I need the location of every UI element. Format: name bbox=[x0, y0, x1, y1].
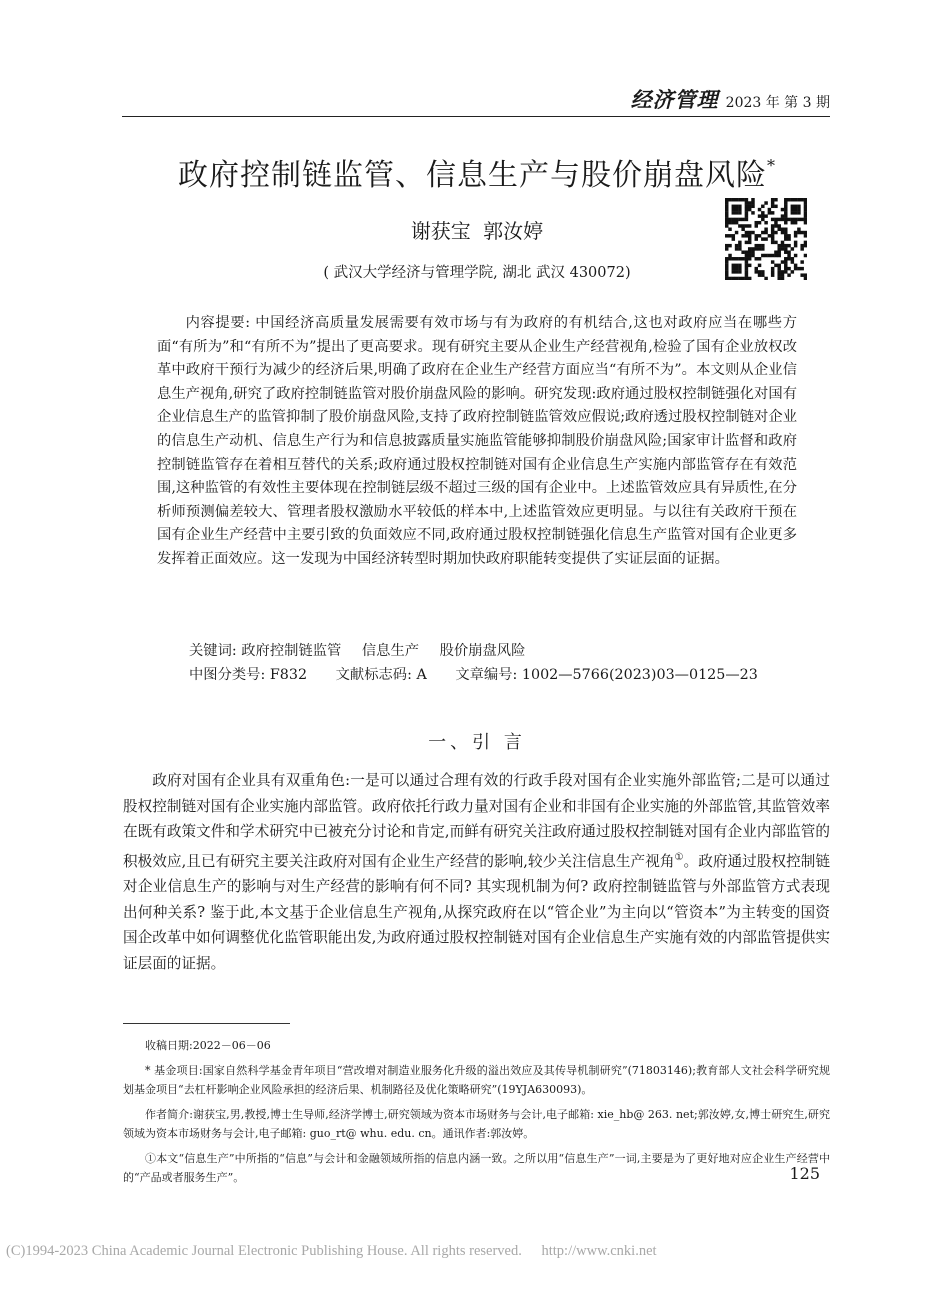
keywords-line bbox=[189, 640, 525, 660]
fund-note: * 基金项目:国家自然科学基金青年项目“营改增对制造业服务化升级的溢出效应及其传导机制研究”(71803146);教育部人文社会科学研究规划基金项目“去杠杆影响企业风险承担的经济后果、机制路径及优化策略研究”(19YJA630093)。 bbox=[123, 1064, 830, 1096]
author-note: 作者简介:谢获宝,男,教授,博士生导师,经济学博士,研究领域为资本市场财务与会计,电子邮箱: xie_hb@ 263. net;郭汝婷,女,博士研究生,研究领域为资本市场财务与会计,电子邮箱: guo_rt@ whu. edu. cn。通讯作者:郭汝婷。 bbox=[123, 1108, 830, 1140]
footnotes bbox=[123, 1036, 830, 1187]
page-number: 125 bbox=[789, 1164, 820, 1183]
journal-logo: 经济管理 bbox=[630, 88, 719, 112]
keyword: 信息生产 bbox=[361, 643, 420, 659]
running-header bbox=[610, 84, 830, 114]
affiliation: ( 武汉大学经济与管理学院, 湖北 武汉 430072) bbox=[323, 265, 631, 281]
copyright-text: (C)1994-2023 China Academic Journal Electronic Publishing House. All rights reserved. bbox=[6, 1243, 522, 1259]
header-rule bbox=[122, 116, 830, 117]
keyword: 股价崩盘风险 bbox=[439, 643, 526, 659]
issue-label: 2023 年 第 3 期 bbox=[725, 95, 830, 111]
body-text bbox=[123, 768, 830, 977]
document-code: 文献标志码: A bbox=[335, 667, 427, 683]
cnki-link[interactable]: http://www.cnki.net bbox=[541, 1243, 657, 1259]
section-heading: 一、引 言 bbox=[428, 732, 526, 753]
abstract bbox=[157, 312, 797, 572]
copyright-line bbox=[6, 1243, 657, 1260]
title-footnote-mark: * bbox=[767, 156, 776, 175]
authors: 谢获宝 郭汝婷 bbox=[410, 219, 544, 243]
keywords-label: 关键词: bbox=[189, 643, 237, 659]
classification-line bbox=[189, 664, 758, 684]
abstract-text: 内容提要: 中国经济高质量发展需要有效市场与有为政府的有机结合,这也对政府应当在哪些方面“有所为”和“有所不为”提出了更高要求。现有研究主要从企业生产经营视角,检验了国有企业放权改革中政府干预行为减少的经济后果,明确了政府在企业生产经营方面应当“有所不为”。本文则从企业信息生产视角,研究了政府控制链监管对股价崩盘风险的影响。研究发现:政府通过股权控制链强化对国有企业信息生产的监管抑制了股价崩盘风险,支持了政府控制链监管效应假说;政府透过股权控制链对企业的信息生产动机、信息生产行为和信息披露质量实施监管能够抑制股价崩盘风险;国家审计监督和政府控制链监管存在着相互替代的关系;政府通过股权控制链对国有企业信息生产实施内部监管存在有效范围,这种监管的有效性主要体现在控制链层级不超过三级的国有企业中。上述监管效应具有异质性,在分析师预测偏差较大、管理者股权激励水平较低的样本中,上述监管效应更明显。与以往有关政府干预在国有企业生产经营中主要引致的负面效应不同,政府通过股权控制链强化信息生产监管对国有企业更多发挥着正面效应。这一发现为中国经济转型时期加快政府职能转变提供了实证层面的证据。 bbox=[157, 315, 797, 567]
article-number: 文章编号: 1002—5766(2023)03—0125—23 bbox=[455, 667, 758, 683]
footnote-ref[interactable]: ① bbox=[674, 851, 684, 863]
paper-title: 政府控制链监管、信息生产与股价崩盘风险* bbox=[178, 156, 776, 193]
clc-number: 中图分类号: F832 bbox=[189, 667, 308, 683]
body-paragraph: 政府对国有企业具有双重角色:一是可以通过合理有效的行政手段对国有企业实施外部监管;二是可以通过股权控制链对国有企业实施内部监管。政府依托行政力量对国有企业和非国有企业实施的外部监管,其监管效率在既有政策文件和学术研究中已被充分讨论和肯定,而鲜有研究关注政府通过股权控制链对国有企业内部监管的积极效应,且已有研究主要关注政府对国有企业生产经营的影响,较少关注信息生产视角①。政府通过股权控制链对企业信息生产的影响与对生产经营的影响有何不同? 其实现机制为何? 政府控制链监管与外部监管方式表现出何种关系? 鉴于此,本文基于企业信息生产视角,从探究政府在以“管企业”为主向以“管资本”为主转变的国资国企改革中如何调整优化监管职能出发,为政府通过股权控制链对国有企业信息生产实施有效的内部监管提供实证层面的证据。 bbox=[123, 772, 831, 973]
keyword: 政府控制链监管 bbox=[241, 643, 342, 659]
qr-code-icon bbox=[725, 198, 807, 280]
footnote-1: ①本文“信息生产”中所指的“信息”与会计和金融领域所指的信息内涵一致。之所以用“信息生产”一词,主要是为了更好地对应企业生产经营中的“产品或者服务生产”。 bbox=[123, 1152, 830, 1184]
footnote-rule bbox=[123, 1023, 290, 1024]
received-date: 收稿日期:2022－06－06 bbox=[145, 1039, 271, 1052]
